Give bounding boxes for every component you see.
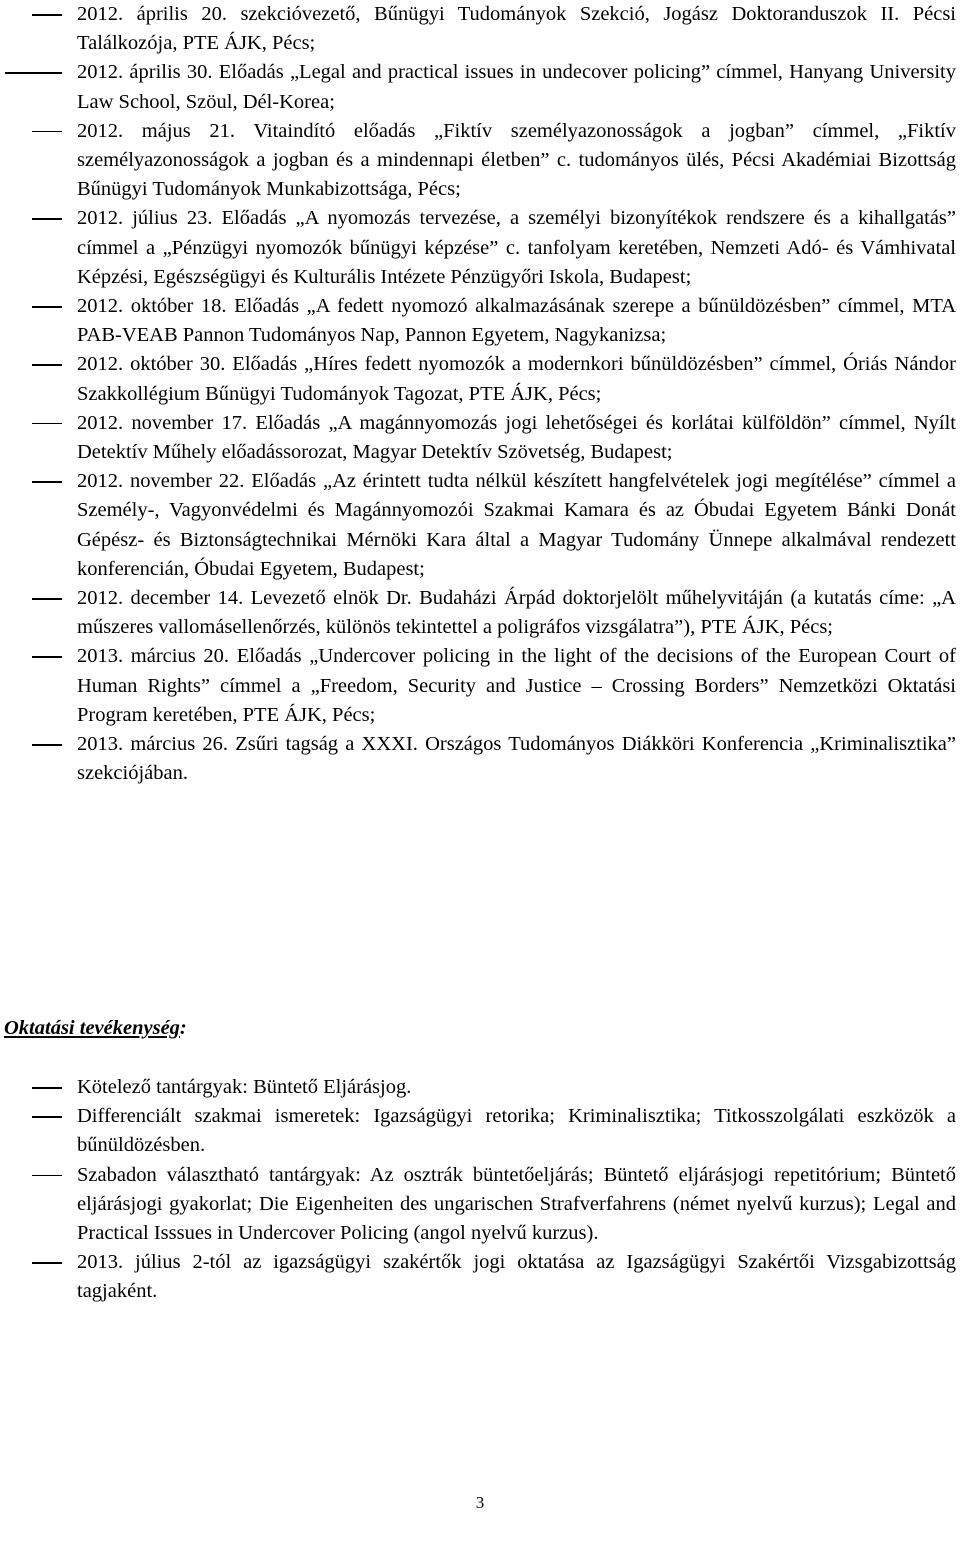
list-item (0, 1102, 960, 1160)
list-item-text: 2012. december 14. Levezető elnök Dr. Budaházi Árpád doktorjelölt műhelyvitáján (a kutatás címe: „A műszeres vallomásellenőrzés, különös tekintettel a poligráfos vizsgálatra”), PTE ÁJK, Pécs; (77, 587, 956, 639)
list-item-text: 2012. április 20. szekcióvezető, Bűnügyi Tudományok Szekció, Jogász Doktoranduszok II. Pécsi Találkozója, PTE ÁJK, Pécs; (77, 3, 956, 55)
list-item-text: 2012. november 17. Előadás „A magánnyomozás jogi lehetőségei és korlátai külföldön” címmel, Nyílt Detektív Műhely előadássorozat, Magyar Detektív Szövetség, Budapest; (77, 411, 956, 464)
dash-bullet (32, 1087, 62, 1089)
list-item-text: Differenciált szakmai ismeretek: Igazságügyi retorika; Kriminalisztika; Titkosszolgálati eszközök a bűnüldözésben. (77, 1105, 956, 1157)
list-item (0, 1161, 960, 1249)
list-item-text: 2013. július 2-tól az igazságügyi szakértők jogi oktatása az Igazságügyi Szakértői Vizsgabizottság tagjaként. (77, 1251, 956, 1303)
dash-bullet (32, 364, 62, 366)
dash-bullet (32, 423, 62, 425)
list-item-text: 2012. október 18. Előadás „A fedett nyomozó alkalmazásának szerepe a bűnüldözésben” címmel, MTA PAB-VEAB Pannon Tudományos Nap, Pannon Egyetem, Nagykanizsa; (77, 295, 956, 347)
list-item (0, 58, 960, 116)
list-item (0, 467, 960, 584)
list-item (0, 730, 960, 788)
list-item (0, 292, 960, 350)
dash-bullet (32, 1116, 62, 1118)
list-item-text: 2012. április 30. Előadás „Legal and practical issues in undecover policing” címmel, Hanyang University Law School, Szöul, Dél-Korea; (77, 61, 956, 113)
list-item (0, 350, 960, 408)
dash-bullet (5, 72, 62, 74)
list-item (0, 117, 960, 205)
list-item-text: Kötelező tantárgyak: Büntető Eljárásjog. (77, 1076, 412, 1098)
list-item-text: 2012. július 23. Előadás „A nyomozás tervezése, a személyi bizonyítékok rendszere és a kihallgatás” címmel a „Pénzügyi nyomozók bűnügyi képzése” c. tanfolyam keretében, Nemzeti Adó- és Vámhivatal Képzési, Egészségügyi és Kulturális Intézete Pénzügyőri Iskola, Budapest; (77, 207, 956, 288)
page-number: 3 (475, 1493, 485, 1512)
dash-bullet (32, 1175, 62, 1177)
dash-bullet (32, 481, 62, 483)
dash-bullet (32, 1262, 62, 1264)
dash-bullet (32, 218, 62, 220)
section-heading-text: Oktatási tevékenység (4, 1017, 180, 1039)
list-item (0, 1073, 960, 1102)
list-item (0, 204, 960, 292)
list-item-text: Szabadon választható tantárgyak: Az osztrák büntetőeljárás; Büntető eljárásjogi repetitórium; Büntető eljárásjogi gyakorlat; Die Eigenheiten des ungarischen Strafverfahrens (német nyelvű kurzus); Legal and Practical Isssues in Undercover Policing (angol nyelvű kurzus). (77, 1163, 956, 1245)
list-item-text: 2013. március 20. Előadás „Undercover policing in the light of the decisions of the European Court of Human Rights” címmel a „Freedom, Security and Justice – Crossing Borders” Nemzetközi Oktatási Program keretében, PTE ÁJK, Pécs; (77, 645, 956, 726)
section-heading-colon: : (179, 1017, 187, 1039)
list-item-text: 2012. október 30. Előadás „Híres fedett nyomozók a modernkori bűnüldözésben” címmel, Óriás Nándor Szakkollégium Bűnügyi Tudományok Tagozat, PTE ÁJK, Pécs; (77, 353, 956, 405)
dash-bullet (32, 14, 62, 16)
list-item-text: 2012. november 22. Előadás „Az érintett tudta nélkül készített hangfelvételek jogi megítélése” címmel a Személy-, Vagyonvédelmi és Magánnyomozói Szakmai Kamara és az Óbudai Egyetem Bánki Donát Gépész- és Biztonságtechnikai Mérnöki Kara által a Magyar Tudomány Ünnepe alkalmával rendezett konferencián, Óbudai Egyetem, Budapest; (77, 470, 956, 580)
dash-bullet (32, 656, 62, 658)
teaching-list (0, 1073, 960, 1307)
list-item (0, 642, 960, 730)
list-item (0, 0, 960, 58)
dash-bullet (32, 598, 62, 600)
list-item-text: 2013. március 26. Zsűri tagság a XXXI. Országos Tudományos Diákköri Konferencia „Kriminalisztika” szekciójában. (77, 733, 956, 785)
dash-bullet (32, 744, 62, 746)
list-item-text: 2012. május 21. Vitaindító előadás „Fiktív személyazonosságok a jogban” címmel, „Fiktív személyazonosságok a jogban és a mindennapi életben” c. tudományos ülés, Pécsi Akadémiai Bizottság Bűnügyi Tudományok Munkabizottsága, Pécs; (77, 119, 956, 201)
dash-bullet (32, 131, 62, 133)
list-item (0, 584, 960, 642)
section-heading (4, 1014, 187, 1043)
list-item (0, 409, 960, 467)
dash-bullet (32, 306, 62, 308)
list-item (0, 1248, 960, 1306)
